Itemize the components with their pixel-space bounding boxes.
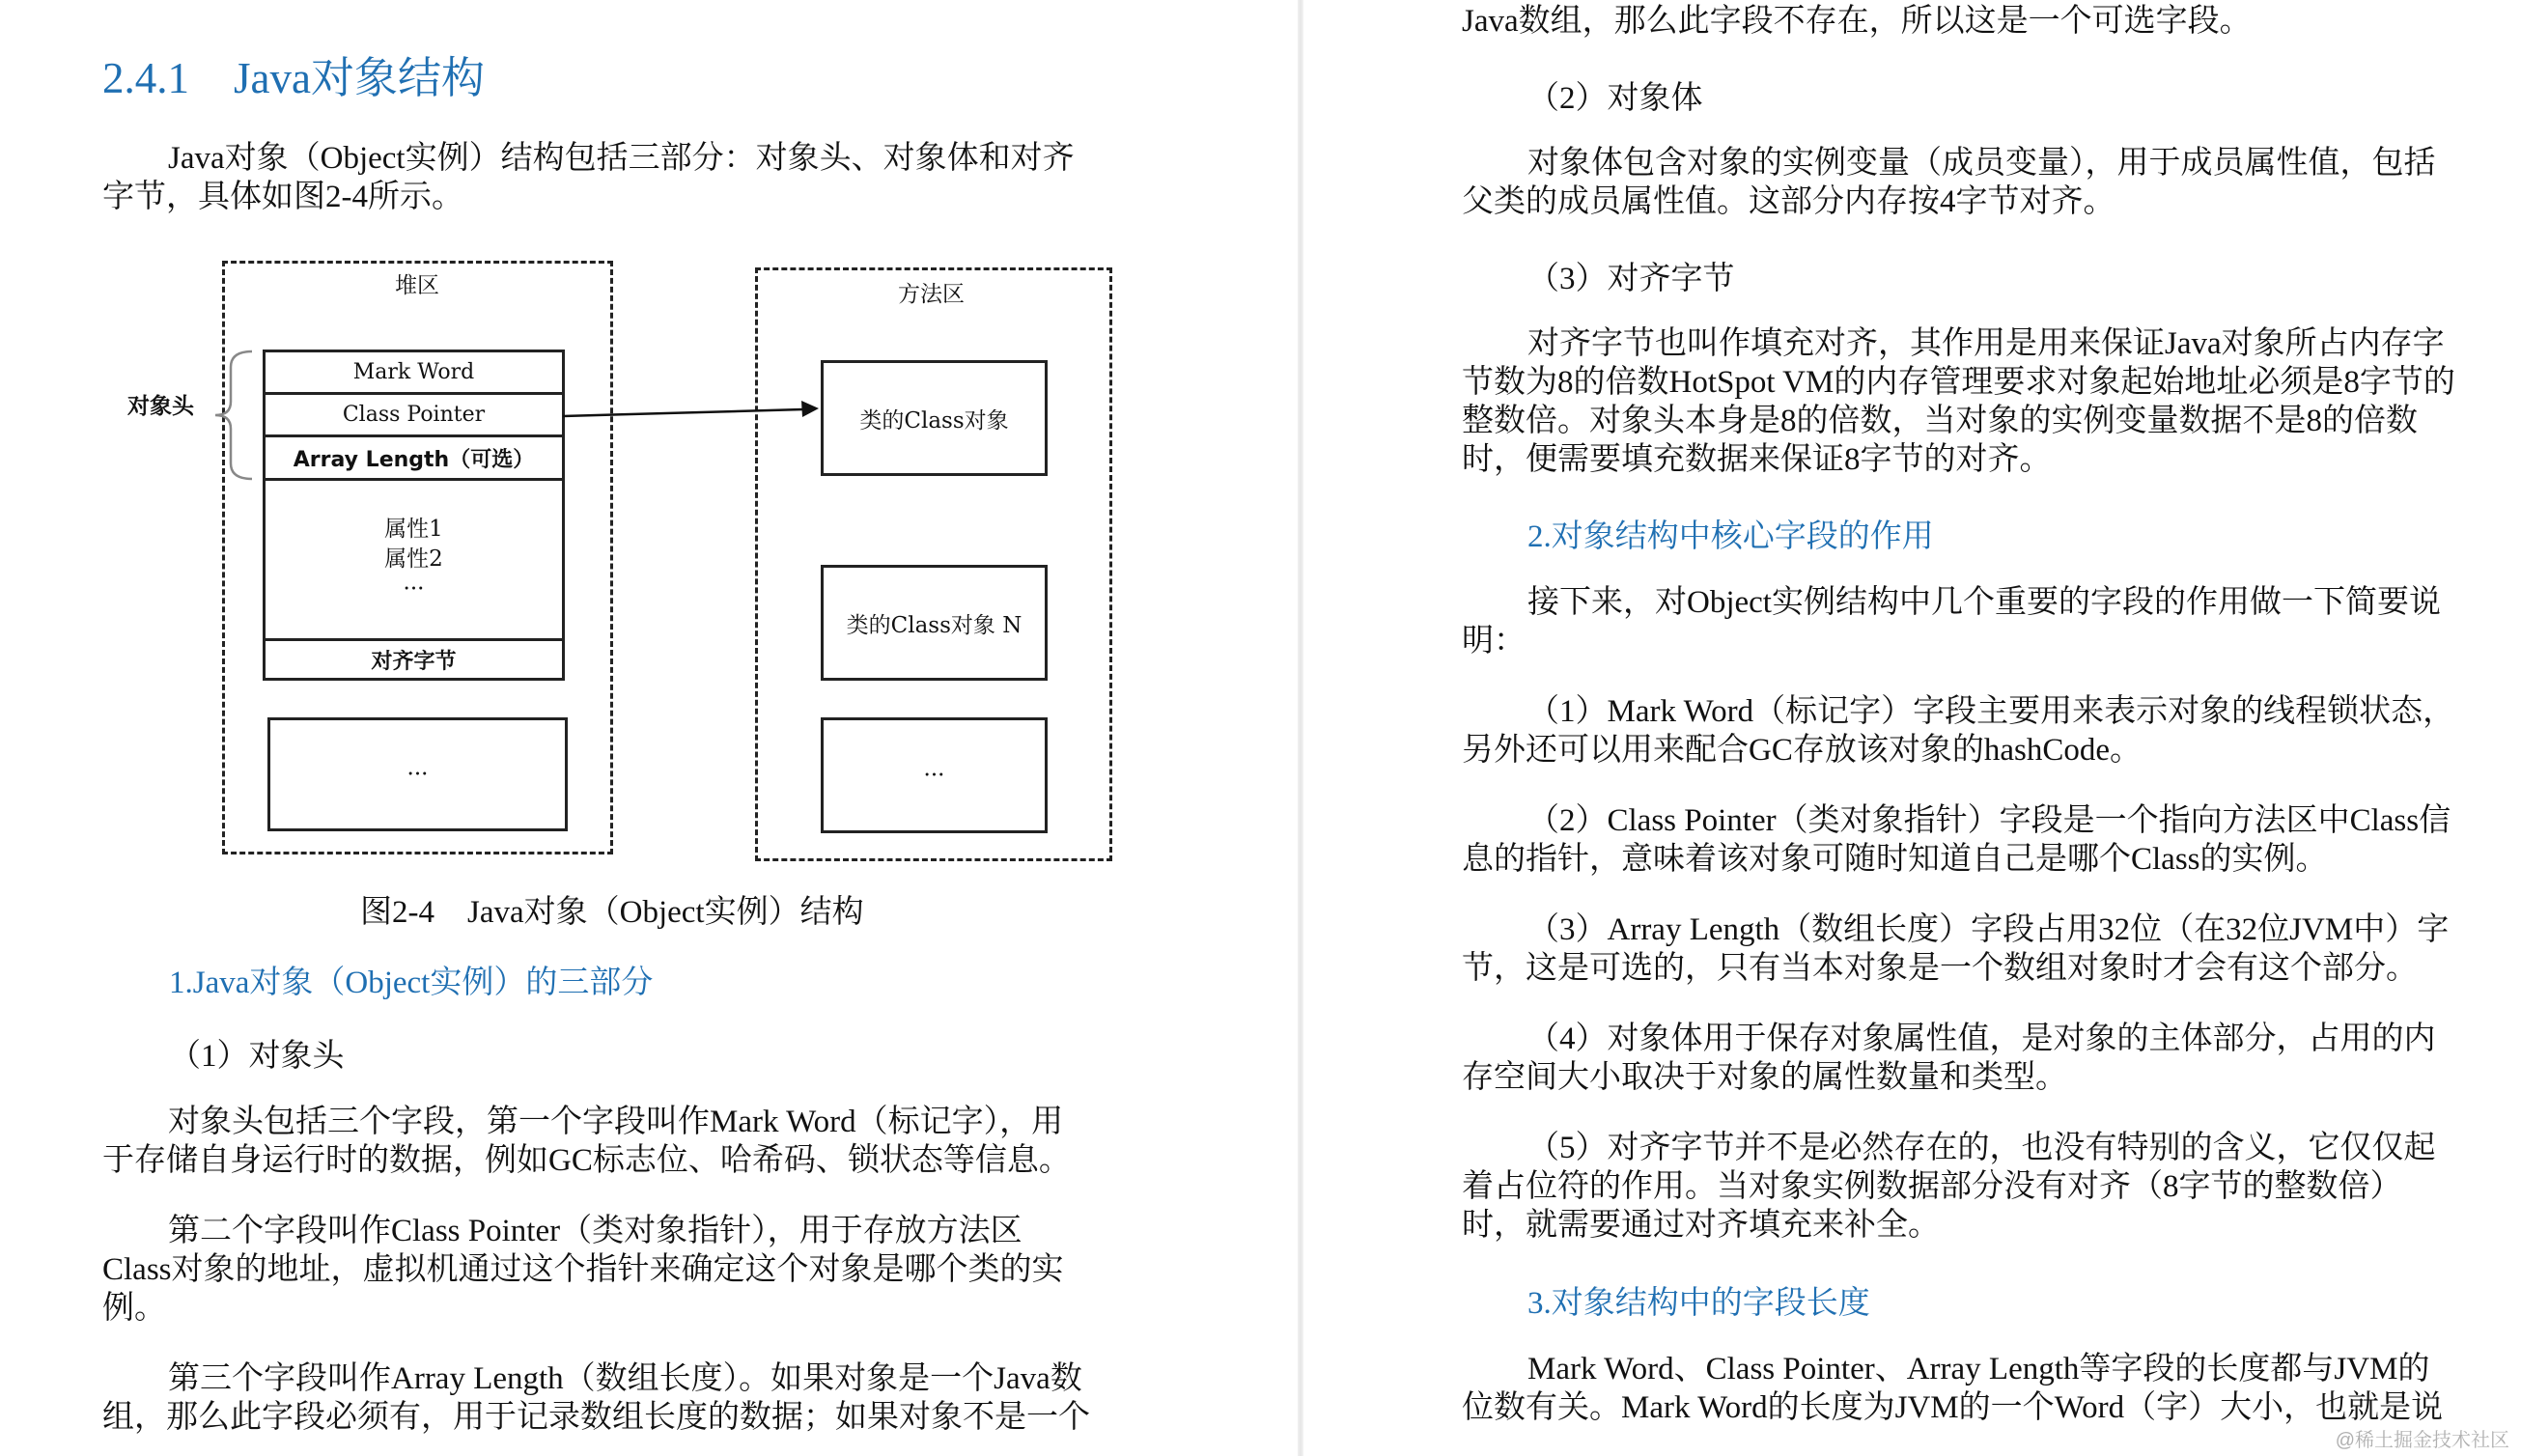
paragraph-line: Java数组，那么此字段不存在，所以这是一个可选字段。: [1462, 4, 2252, 39]
paragraph-array-length: [102, 1359, 1242, 1437]
paragraph-line: 息的指针，意味着该对象可随时知道自己是哪个Class的实例。: [1462, 842, 2328, 877]
paragraph-line: 第三个字段叫作Array Length（数组长度）。如果对象是一个Java数: [168, 1361, 1082, 1396]
paragraph-line: 组，那么此字段必须有，用于记录数组长度的数据；如果对象不是一个: [102, 1400, 1090, 1435]
watermark: @稀土掘金技术社区: [2335, 1430, 2509, 1451]
figure-caption: [360, 886, 864, 932]
mark-word-field: Mark Word: [266, 352, 562, 395]
paragraph-field-length: [1462, 1350, 2514, 1427]
paragraph-line: （5）对齐字节并不是必然存在的，也没有特别的含义，它仅仅起: [1527, 1131, 2436, 1165]
padding-field: 对齐字节: [371, 649, 457, 674]
paragraph-line: 对象体包含对象的实例变量（成员变量），用于成员属性值，包括: [1527, 146, 2436, 181]
paragraph-line: 时，就需要通过对齐填充来补全。: [1462, 1208, 1940, 1243]
object-header-label: 对象头: [127, 393, 194, 419]
heap-more-box: [267, 717, 568, 831]
object-body-area: [266, 481, 562, 641]
method-area-label: 方法区: [898, 282, 965, 307]
paragraph-line: 对齐字节也叫作填充对齐，其作用是用来保证Java对象所占内存字: [1527, 326, 2445, 361]
paragraph-padding-field: [1462, 1129, 2514, 1245]
class-object-n-label: 类的Class对象 N: [846, 612, 1022, 638]
subheading-3: 3.对象结构中的字段长度: [1527, 1286, 1870, 1321]
paragraph-line: 第二个字段叫作Class Pointer（类对象指针），用于存放方法区: [168, 1214, 1022, 1248]
paragraph-line: 位数有关。Mark Word的长度为JVM的一个Word（字）大小，也就是说: [1462, 1390, 2444, 1425]
paragraph-line: Class对象的地址，虚拟机通过这个指针来确定这个对象是哪个类的实: [102, 1252, 1064, 1287]
paragraph-line: 时，便需要填充数据来保证8字节的对齐。: [1462, 442, 2052, 477]
paragraph-line: 另外还可以用来配合GC存放该对象的hashCode。: [1462, 733, 2142, 768]
paragraph-header-fields: [102, 1103, 1242, 1180]
section-number: 2.4.1: [102, 54, 189, 102]
paragraph-line: （1）Mark Word（标记字）字段主要用来表示对象的线程锁状态，: [1527, 694, 2455, 729]
paragraph-mark-word: [1462, 692, 2514, 770]
paragraph-next: [1462, 583, 2514, 660]
class-object-n-box: [821, 565, 1048, 681]
paragraph-padding: [1462, 324, 2514, 479]
object-box: [263, 350, 565, 681]
paragraph-line: 存空间大小取决于对象的属性数量和类型。: [1462, 1060, 2067, 1095]
paragraph-line: 明：: [1462, 624, 1526, 658]
item-object-body: （2）对象体: [1527, 81, 1703, 116]
page-divider: [1298, 0, 1303, 1456]
paragraph-array-length-field: [1462, 910, 2514, 988]
paragraph-line: 父类的成员属性值。这部分内存按4字节对齐。: [1462, 184, 2115, 219]
continued-text: [1462, 2, 2252, 41]
paragraph-line: 着占位符的作用。当对象实例数据部分没有对齐（8字节的整数倍）: [1462, 1169, 2402, 1204]
paragraph-class-pointer: [102, 1212, 1242, 1328]
subheading-1: 1.Java对象（Object实例）的三部分: [169, 966, 654, 1000]
array-length-field: Array Length（可选）: [266, 437, 562, 481]
paragraph-line: （2）Class Pointer（类对象指针）字段是一个指向方法区中Class信: [1527, 803, 2451, 838]
item-object-header: （1）对象头: [169, 1039, 345, 1074]
heap-label: 堆区: [395, 273, 439, 298]
intro-line: Java对象（Object实例）结构包括三部分：对象头、对象体和对齐: [168, 141, 1075, 176]
paragraph-line: 整数倍。对象头本身是8的倍数，当对象的实例变量数据不是8的倍数: [1462, 404, 2418, 438]
paragraph-line: 节数为8的倍数HotSpot VM的内存管理要求对象起始地址必须是8字节的: [1462, 365, 2455, 400]
item-padding: （3）对齐字节: [1527, 262, 1735, 296]
attribute-1-label: 属性1: [384, 517, 443, 542]
paragraph-object-body: [1462, 144, 2514, 221]
paragraph-line: 例。: [102, 1291, 166, 1326]
class-object-box: [821, 360, 1048, 476]
attribute-2-label: 属性2: [384, 546, 443, 572]
class-pointer-arrow: [560, 396, 830, 444]
paragraph-line: （3）Array Length（数组长度）字段占用32位（在32位JVM中）字: [1527, 912, 2450, 947]
method-more-ellipsis: ···: [923, 763, 945, 788]
paragraph-object-body-field: [1462, 1020, 2514, 1097]
paragraph-class-pointer-field: [1462, 801, 2514, 879]
section-title: Java对象结构: [234, 54, 485, 102]
intro-line: 字节，具体如图2-4所示。: [102, 180, 463, 214]
header-brace: [188, 348, 258, 483]
figure-caption-number: 图2-4: [360, 895, 434, 930]
paragraph-line: 于存储自身运行时的数据，例如GC标志位、哈希码、锁状态等信息。: [102, 1143, 1071, 1178]
heap-more-ellipsis: ···: [406, 762, 429, 787]
figure-caption-text: Java对象（Object实例）结构: [467, 895, 864, 930]
paragraph-line: （4）对象体用于保存对象属性值，是对象的主体部分，占用的内: [1527, 1022, 2436, 1056]
paragraph-line: 对象头包括三个字段，第一个字段叫作Mark Word（标记字），用: [168, 1105, 1064, 1139]
paragraph-line: Mark Word、Class Pointer、Array Length等字段的长度都与JVM的: [1527, 1352, 2430, 1386]
right-page: [1305, 0, 2521, 1456]
class-pointer-field: Class Pointer: [266, 395, 562, 437]
paragraph-line: 接下来，对Object实例结构中几个重要的字段的作用做一下简要说: [1527, 585, 2441, 620]
attribute-ellipsis: ···: [403, 576, 425, 602]
subheading-2: 2.对象结构中核心字段的作用: [1527, 519, 1934, 554]
object-structure-figure: [0, 0, 1296, 888]
method-more-box: [821, 717, 1048, 833]
class-object-label: 类的Class对象: [859, 407, 1009, 434]
paragraph-line: 节，这是可选的，只有当本对象是一个数组对象时才会有这个部分。: [1462, 951, 2418, 986]
